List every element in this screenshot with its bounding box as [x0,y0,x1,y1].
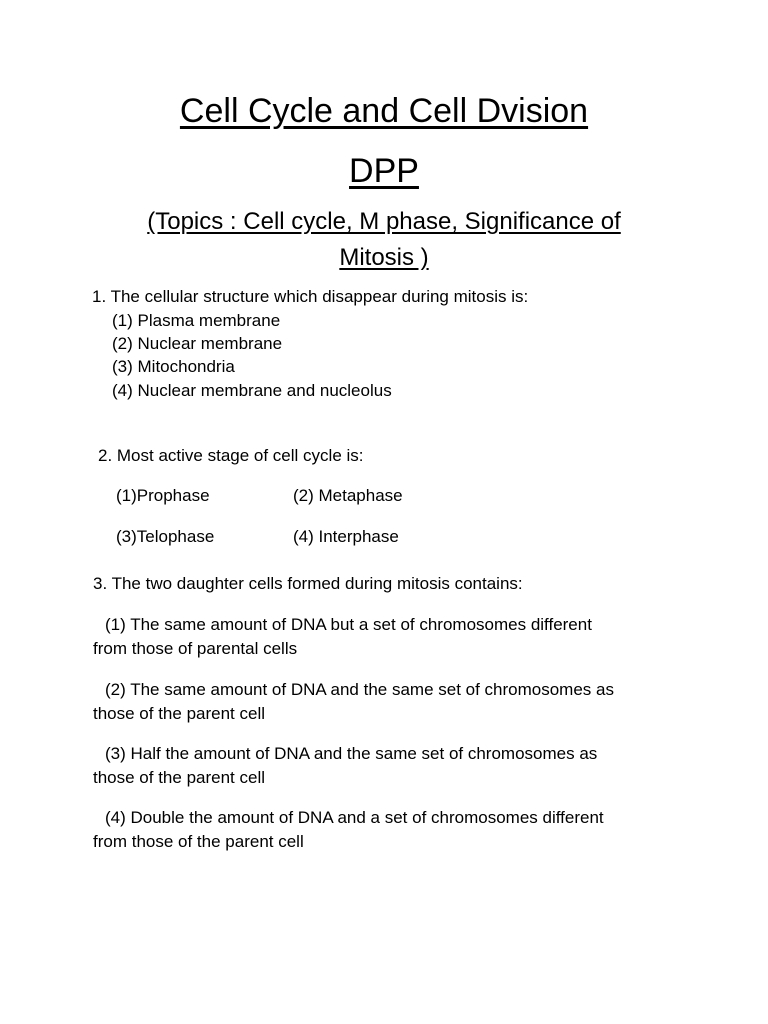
question-3-stem: 3. The two daughter cells formed during mitosis contains: [93,574,523,593]
question-3-option-4-line-2: from those of the parent cell [93,832,304,851]
question-3-option-2-line-2: those of the parent cell [93,704,266,723]
topics-line-1: (Topics : Cell cycle, M phase, Significance of [147,208,621,235]
question-3-option-3-line-1: (3) Half the amount of DNA and the same set of chromosomes as [105,744,598,763]
question-3-option-4 [93,808,604,852]
question-3-option-1-line-2: from those of parental cells [93,639,298,658]
question-3-option-2 [93,680,614,724]
question-2-option-4: (4) Interphase [293,527,399,546]
question-3-option-1 [93,615,592,659]
question-1-stem: 1. The cellular structure which disappear during mitosis is: [92,287,529,306]
question-3-option-3-line-2: those of the parent cell [93,768,266,787]
question-2-option-2: (2) Metaphase [293,486,403,505]
question-2-stem: 2. Most active stage of cell cycle is: [98,446,364,465]
topics-heading [0,204,768,276]
question-2-option-3: (3)Telophase [116,527,215,546]
question-3-option-2-line-1: (2) The same amount of DNA and the same set of chromosomes as [105,680,614,699]
question-1-option-1: (1) Plasma membrane [112,311,281,330]
topics-line-2: Mitosis ) [339,244,429,271]
question-1-option-2: (2) Nuclear membrane [112,334,283,353]
document-title: Cell Cycle and Cell Dvision [179,92,589,130]
document-subtitle: DPP [349,152,419,190]
question-2-option-1: (1)Prophase [116,486,210,505]
question-3-option-3 [93,744,597,788]
question-1-option-3: (3) Mitochondria [112,357,235,376]
question-1-option-4: (4) Nuclear membrane and nucleolus [112,381,392,400]
question-3-option-1-line-1: (1) The same amount of DNA but a set of chromosomes different [105,615,592,634]
question-3-option-4-line-1: (4) Double the amount of DNA and a set of chromosomes different [105,808,604,827]
